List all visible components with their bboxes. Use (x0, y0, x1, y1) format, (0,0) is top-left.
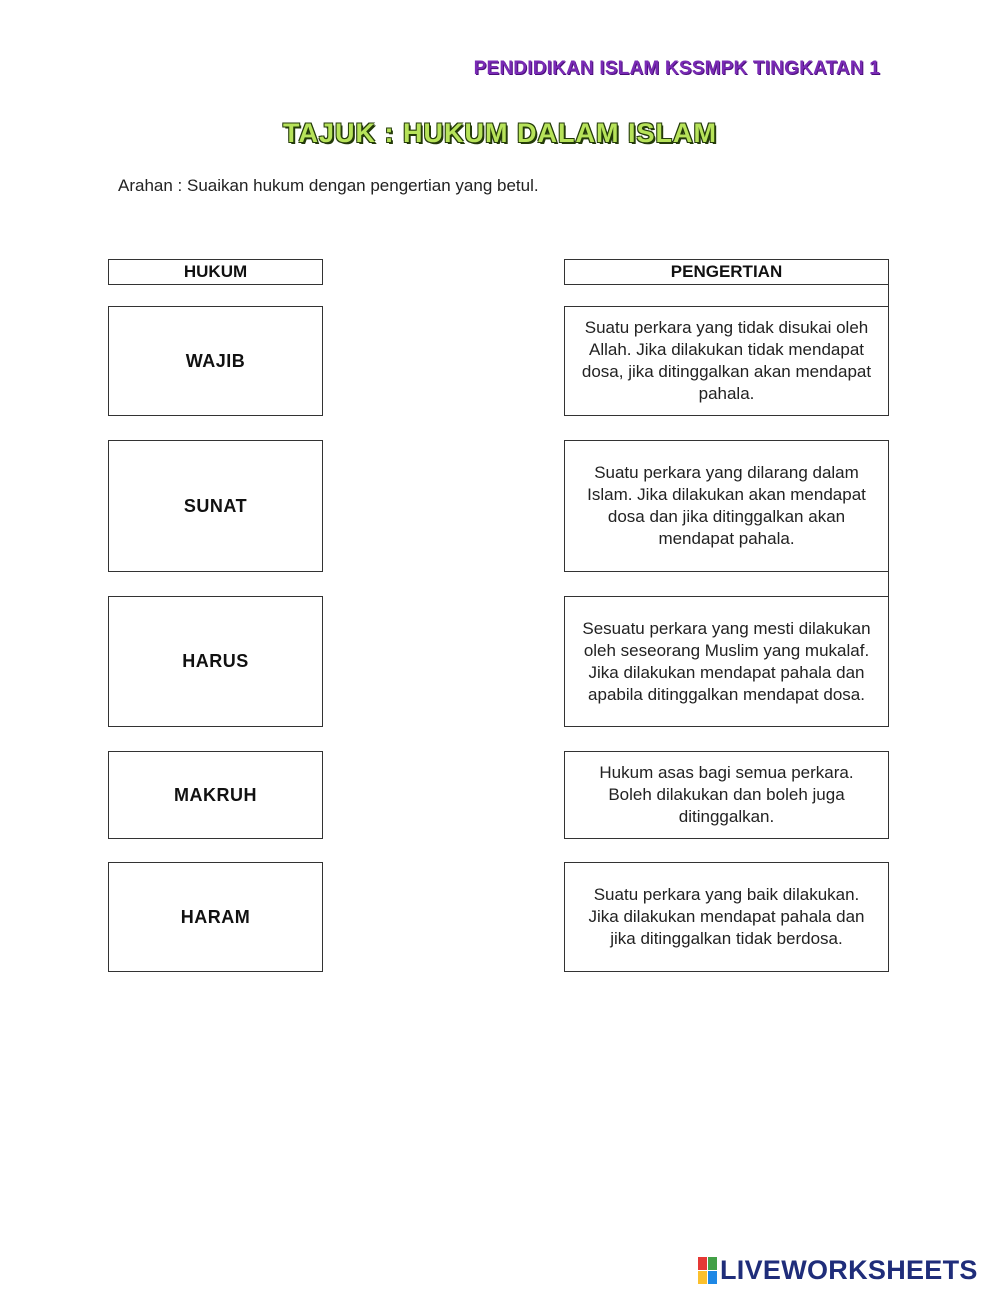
instruction-text: Arahan : Suaikan hukum dengan pengertian yang betul. (118, 176, 539, 195)
definition-card-2[interactable]: Suatu perkara yang dilarang dalam Islam. Jika dilakukan akan mendapat dosa dan jika ditinggalkan akan mendapat pahala. (564, 440, 889, 572)
term-card-wajib[interactable]: WAJIB (108, 306, 323, 416)
worksheet-subtitle: PENDIDIKAN ISLAM KSSMPK TINGKATAN 1 (473, 58, 880, 79)
logo-text: LIVEWORKSHEETS (720, 1254, 978, 1285)
logo-square (698, 1257, 707, 1270)
column-header-hukum: HUKUM (108, 259, 323, 285)
logo-square (698, 1271, 707, 1284)
column-header-pengertian: PENGERTIAN (564, 259, 889, 285)
liveworksheets-logo[interactable] (698, 1255, 978, 1285)
term-card-harus[interactable]: HARUS (108, 596, 323, 727)
divider-tick (888, 284, 889, 307)
definition-card-1[interactable]: Suatu perkara yang tidak disukai oleh Allah. Jika dilakukan tidak mendapat dosa, jika ditinggalkan akan mendapat pahala. (564, 306, 889, 416)
term-card-makruh[interactable]: MAKRUH (108, 751, 323, 839)
term-card-sunat[interactable]: SUNAT (108, 440, 323, 572)
logo-square (708, 1271, 717, 1284)
definition-card-4[interactable]: Hukum asas bagi semua perkara. Boleh dilakukan dan boleh juga ditinggalkan. (564, 751, 889, 839)
definition-card-3[interactable]: Sesuatu perkara yang mesti dilakukan oleh seseorang Muslim yang mukalaf. Jika dilakukan mendapat pahala dan apabila ditinggalkan mendapat dosa. (564, 596, 889, 727)
logo-square (708, 1257, 717, 1270)
definition-card-5[interactable]: Suatu perkara yang baik dilakukan. Jika dilakukan mendapat pahala dan jika ditinggalkan tidak berdosa. (564, 862, 889, 972)
liveworksheets-logo-icon (698, 1257, 717, 1284)
divider-tick (888, 571, 889, 597)
page-title: TAJUK : HUKUM DALAM ISLAM (283, 118, 717, 148)
term-card-haram[interactable]: HARAM (108, 862, 323, 972)
